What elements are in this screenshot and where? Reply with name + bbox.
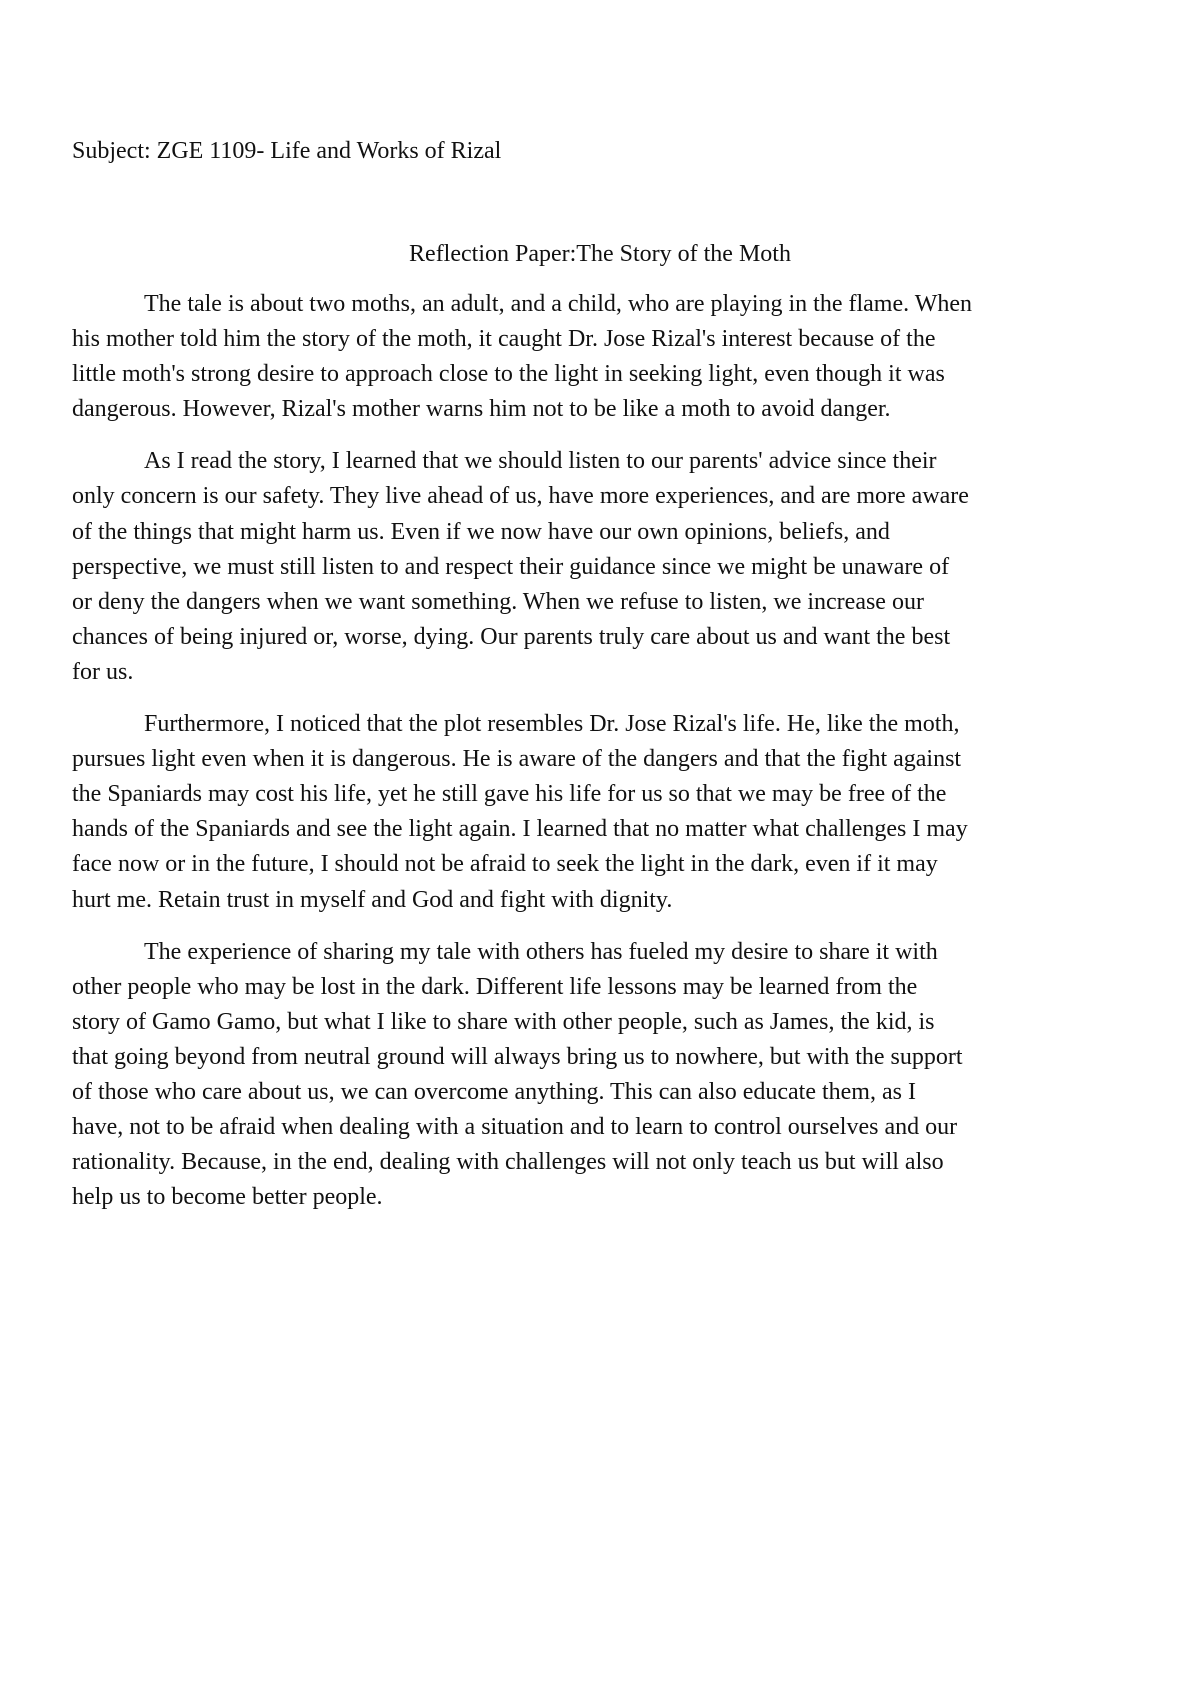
paragraph-line: dangerous. However, Rizal's mother warns him not to be like a moth to avoid danger. (72, 396, 891, 423)
paragraph-line: hands of the Spaniards and see the light again. I learned that no matter what challenges I may (72, 816, 968, 843)
paragraph-line: The tale is about two moths, an adult, and a child, who are playing in the flame. When (144, 291, 972, 317)
paragraph-line: chances of being injured or, worse, dying. Our parents truly care about us and want the best (72, 623, 951, 650)
paragraph-line: perspective, we must still listen to and respect their guidance since we might be unaware of (72, 553, 950, 580)
paragraph-line: pursues light even when it is dangerous. He is aware of the dangers and that the fight against (72, 746, 962, 773)
paper-title: Reflection Paper:The Story of the Moth (409, 241, 791, 267)
paragraph-line: the Spaniards may cost his life, yet he still gave his life for us so that we may be free of the (72, 781, 947, 808)
paragraph-line: The experience of sharing my tale with others has fueled my desire to share it with (144, 938, 938, 965)
paragraph-line: of the things that might harm us. Even if we now have our own opinions, beliefs, and (72, 518, 890, 545)
paragraph-line: other people who may be lost in the dark. Different life lessons may be learned from the (72, 973, 918, 1000)
paragraph-line: his mother told him the story of the moth, it caught Dr. Jose Rizal's interest because of the (72, 326, 936, 353)
paragraph-line: or deny the dangers when we want something. When we refuse to listen, we increase our (72, 588, 924, 615)
paragraph-line: help us to become better people. (72, 1184, 383, 1211)
paragraph-line: Furthermore, I noticed that the plot resembles Dr. Jose Rizal's life. He, like the moth, (144, 711, 960, 738)
paragraph-line: for us. (72, 658, 134, 685)
body-text (72, 287, 1140, 1232)
paragraph-line: little moth's strong desire to approach close to the light in seeking light, even though it was (72, 361, 945, 388)
paragraph-4 (72, 935, 1140, 1216)
paragraph-line: only concern is our safety. They live ahead of us, have more experiences, and are more aware (72, 483, 969, 510)
paragraph-line: As I read the story, I learned that we should listen to our parents' advice since their (144, 448, 937, 475)
paragraph-line: of those who care about us, we can overcome anything. This can also educate them, as I (72, 1078, 916, 1105)
paragraph-line: face now or in the future, I should not be afraid to seek the light in the dark, even if it may (72, 851, 938, 878)
paragraph-line: hurt me. Retain trust in myself and God and fight with dignity. (72, 886, 673, 913)
subject-line: Subject: ZGE 1109- Life and Works of Rizal (72, 138, 502, 164)
paragraph-1 (72, 287, 1140, 427)
paragraph-line: rationality. Because, in the end, dealing with challenges will not only teach us but will also (72, 1149, 944, 1176)
paragraph-3 (72, 707, 1140, 918)
paragraph-2 (72, 444, 1140, 690)
paragraph-line: have, not to be afraid when dealing with a situation and to learn to control ourselves and our (72, 1114, 958, 1141)
paragraph-line: that going beyond from neutral ground will always bring us to nowhere, but with the support (72, 1043, 963, 1070)
paragraph-line: story of Gamo Gamo, but what I like to share with other people, such as James, the kid, is (72, 1008, 935, 1035)
